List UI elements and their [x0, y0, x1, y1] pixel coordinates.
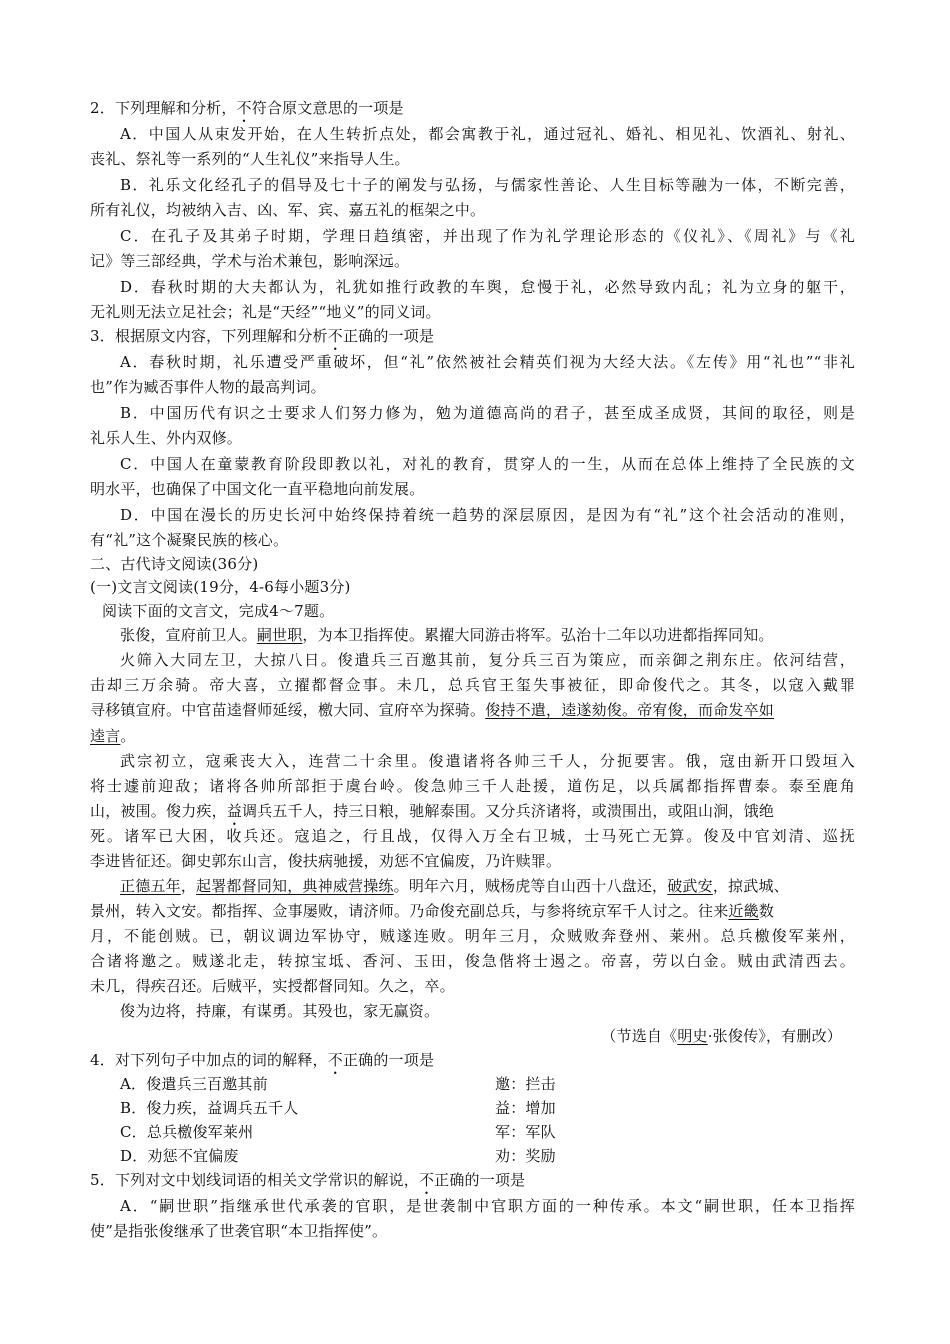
passage-p3-line5: 李进皆征还。御史郭东山言，俊扶病驰援，劝惩不宜偏废，乃许赎罪。 — [90, 852, 562, 870]
q2-option-c-cont: 记》等三部经典，学术与治术兼包，影响深远。 — [90, 252, 410, 270]
section-title: 二、古代诗文阅读(36分) — [90, 555, 259, 573]
passage-p3-line3: 山，被围。俊力疾，益调兵五千人，持三日粮，驰解泰围。又分兵济诸将，或溃围出，或阻山涧，饿绝 — [90, 802, 775, 820]
passage-p2-line4: 逵言。 — [90, 727, 136, 745]
q3-option-c-cont: 明水平，也确保了中国文化一直平稳地向前发展。 — [90, 480, 425, 498]
q4-option-b: B．俊力疾，益调兵五千人 益：增加 — [120, 1099, 556, 1117]
passage-p2-line2: 击却三万余骑。帝大喜，立擢都督佥事。未几，总兵官王玺失事被征，即命俊代之。其冬，以寇入戴罪 — [90, 676, 855, 694]
q2-option-d-cont: 无礼则无法立足社会；礼是“天经”“地义”的同义词。 — [90, 303, 441, 321]
q5-stem: 5．下列对文中划线词语的相关文学常识的解说，不正确的一项是 — [90, 1171, 526, 1189]
q3-option-b-cont: 礼乐人生、外内双修。 — [90, 429, 243, 447]
passage-source: （节选自《明史·张俊传》，有删改） — [601, 1027, 842, 1045]
passage-p3-line2: 将士遽前迎敌；诸将各帅所部拒于虞台岭。俊急帅三千人赴援，道伤足，以兵属都指挥曹泰。泰至鹿角 — [90, 777, 855, 795]
passage-p4-line2: 景州，转入文安。都指挥、佥事屡败，请济师。乃命俊充副总兵，与参将统京军千人讨之。往来近畿数 — [90, 902, 775, 920]
q4-stem: 4．对下列句子中加点的词的解释，不正确的一项是 — [90, 1051, 435, 1069]
passage-p1: 张俊，宣府前卫人。嗣世职，为本卫指挥使。累擢大同游击将军。弘治十二年以功进都指挥同知。 — [120, 626, 774, 644]
q2-option-b-cont: 所有礼仪，均被纳入吉、凶、军、宾、嘉五礼的框架之中。 — [90, 201, 486, 219]
q2-option-a-cont: 丧礼、祭礼等一系列的“人生礼仪”来指导人生。 — [90, 150, 410, 168]
q4-option-d: D．劝惩不宜偏废 劝：奖励 — [120, 1147, 556, 1165]
q3-option-a-cont: 也”作为臧否事件人物的最高判词。 — [90, 378, 326, 396]
q5-option-a: A．“嗣世职”指继承世代承袭的官职，是世袭制中官职方面的一种传承。本文“嗣世职，任本卫指挥 — [120, 1197, 855, 1215]
q2-option-c: C．在孔子及其弟子时期，学理日趋缜密，并出现了作为礼学理论形态的《仪礼》、《周礼》与《礼 — [120, 227, 855, 245]
q2-option-b: B．礼乐文化经孔子的倡导及七十子的阐发与弘扬，与儒家性善论、人生目标等融为一体，不断完善， — [120, 176, 855, 194]
q4-option-c: C．总兵檄俊军莱州 军：军队 — [120, 1123, 556, 1141]
q3-option-a: A．春秋时期，礼乐遭受严重破坏，但“礼”依然被社会精英们视为大经大法。《左传》用“礼也”“非礼 — [120, 353, 855, 371]
passage-p4-line5: 未几，得疾召还。后贼平，实授都督同知。久之，卒。 — [90, 977, 455, 995]
q4-option-a: A．俊遣兵三百邀其前 邀：拦击 — [120, 1075, 556, 1093]
passage-p4-line1: 正德五年，起署都督同知，典神威营操练。明年六月，贼杨虎等自山西十八盘还，破武安，掠武城、 — [120, 877, 789, 895]
q3-option-b: B．中国历代有识之士要求人们努力修为，勉为道德高尚的君子，甚至成圣成贤，其间的取径，则是 — [120, 404, 855, 422]
q3-stem: 3．根据原文内容，下列理解和分析不正确的一项是 — [90, 327, 435, 345]
passage-p2-line1: 火筛入大同左卫，大掠八日。俊遣兵三百邀其前，复分兵三百为策应，而亲御之荆东庄。依河结营， — [120, 651, 855, 669]
passage-p3-line1: 武宗初立，寇乘丧大入，连营二十余里。俊遣诸将各帅三千人，分扼要害。俄，寇由新开口毁垣入 — [120, 752, 855, 770]
passage-p2-line3: 寻移镇宣府。中官苗逵督师延绥，檄大同、宣府卒为探骑。俊持不遣，逵遂劾俊。帝宥俊，而命发卒如 — [90, 701, 775, 719]
q2-stem: 2．下列理解和分析，不符合原文意思的一项是 — [90, 99, 404, 117]
passage-p5: 俊为边将，持廉，有谋勇。其殁也，家无赢资。 — [120, 1002, 440, 1020]
subsection-title: (一)文言文阅读(19分，4-6每小题3分) — [90, 578, 351, 596]
q3-option-d: D．中国在漫长的历史长河中始终保持着统一趋势的深层原因，是因为有“礼”这个社会活动的准则， — [120, 506, 855, 524]
reading-instruction: 阅读下面的文言文，完成4～7题。 — [102, 602, 335, 620]
passage-p3-line4: 死。诸军已大困，收兵还。寇追之，行且战，仅得入万全右卫城，士马死亡无算。俊及中官刘清、巡抚 — [90, 827, 855, 845]
q3-option-c: C．中国人在童蒙教育阶段即教以礼，对礼的教育，贯穿人的一生，从而在总体上维持了全民族的文 — [120, 455, 855, 473]
q3-option-d-cont: 有“礼”这个凝聚民族的核心。 — [90, 531, 289, 549]
q2-option-a: A．中国人从束发开始，在人生转折点处，都会寓教于礼，通过冠礼、婚礼、相见礼、饮酒礼、射礼、 — [120, 125, 855, 143]
q2-option-d: D．春秋时期的大夫都认为，礼犹如推行政教的车舆，怠慢于礼，必然导致内乱；礼为立身的躯干， — [120, 278, 855, 296]
q5-option-a-cont: 使”是指张俊继承了世袭官职“本卫指挥使”。 — [90, 1222, 388, 1240]
passage-p4-line4: 合诸将邀之。贼遂北走，转掠宝坻、香河、玉田，俊急偕将士遏之。帝喜，劳以白金。贼由武清西去。 — [90, 952, 855, 970]
passage-p4-line3: 月，不能创贼。已，朝议调边军协守，贼遂连败。明年三月，众贼败奔登州、莱州。总兵檄俊军莱州， — [90, 927, 855, 945]
